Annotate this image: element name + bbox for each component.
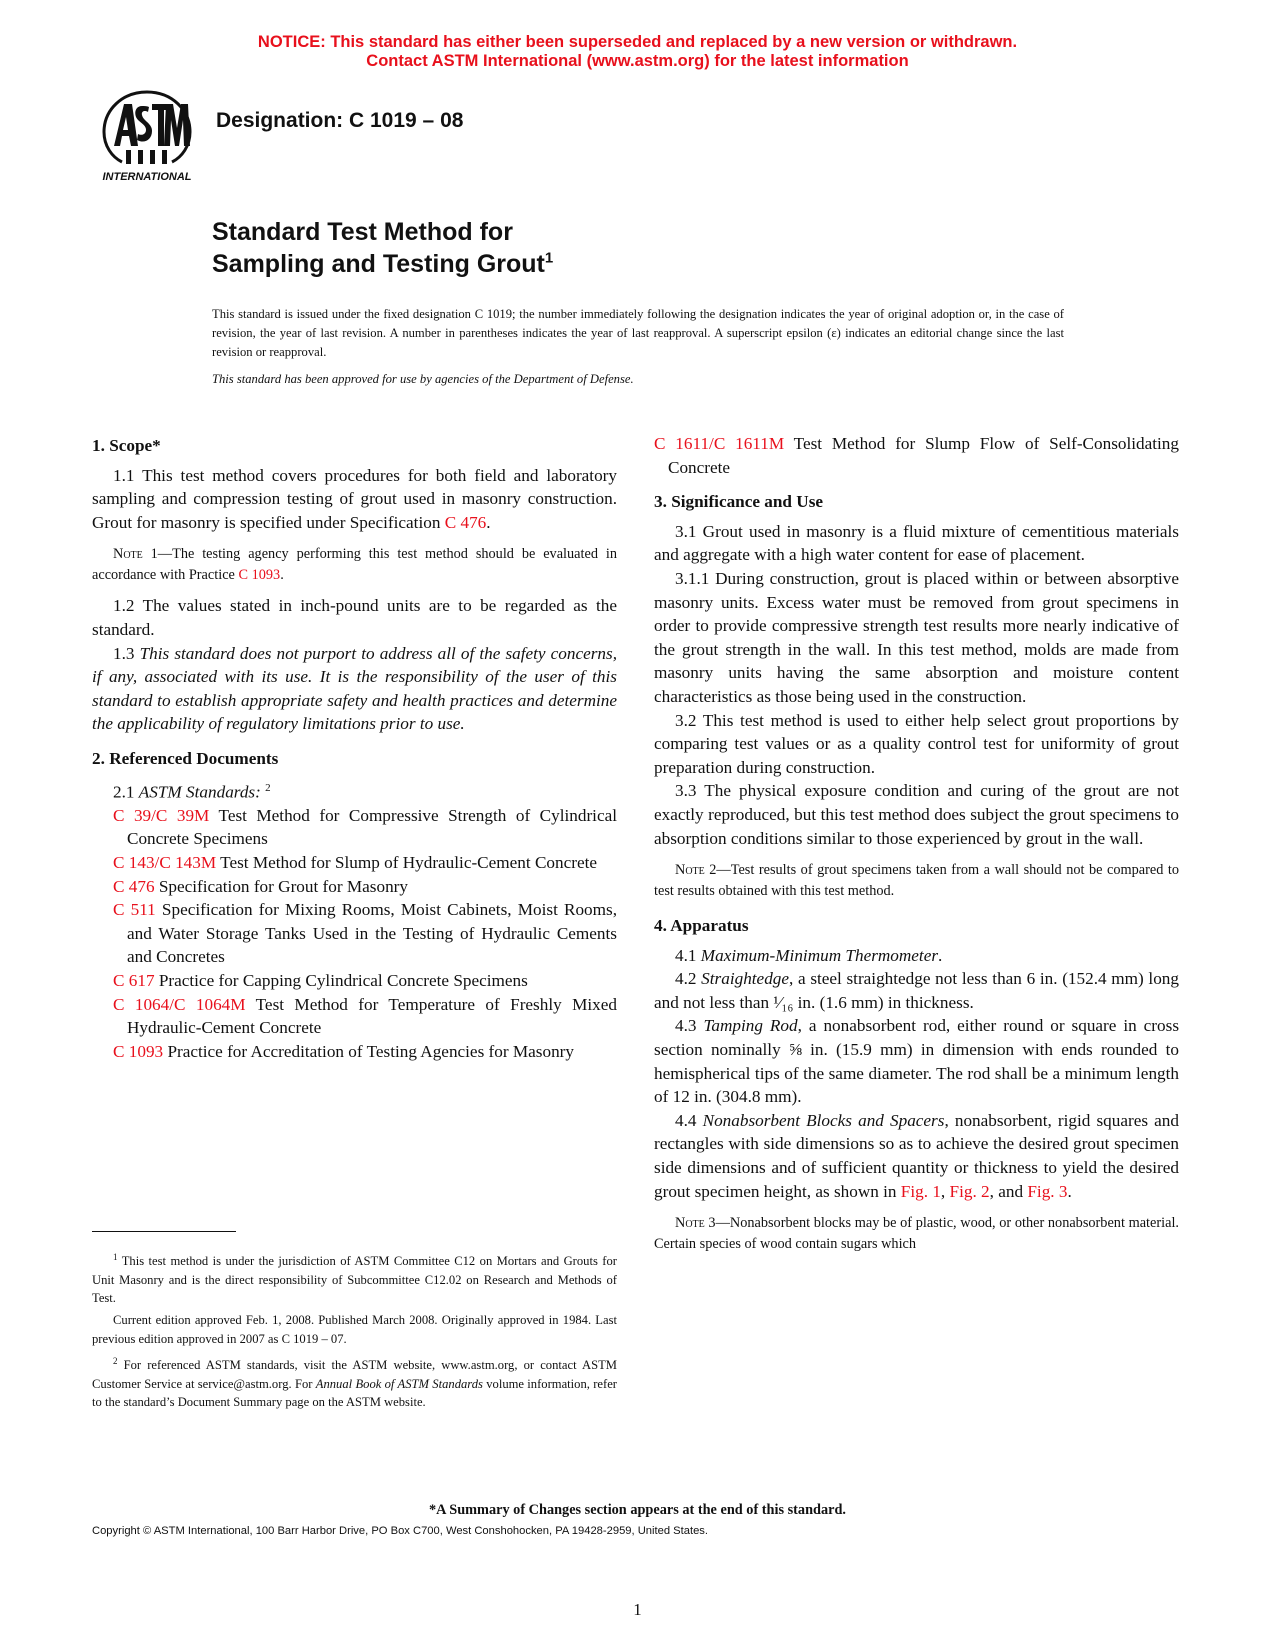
title-line-2-text: Sampling and Testing Grout — [212, 250, 545, 278]
notice-line-2: Contact ASTM International (www.astm.org) for the latest information — [366, 52, 909, 70]
footnote-rule — [92, 1231, 236, 1232]
footnote-2-text-a: For referenced ASTM standards, visit the ASTM website, www.astm.org, or contact ASTM Customer Service at service@astm.org. For — [92, 1358, 617, 1391]
page-number: 1 — [633, 1600, 642, 1619]
title-line-1: Standard Test Method for — [212, 218, 513, 246]
ref-link[interactable]: C 476 — [113, 876, 155, 896]
ref-link[interactable]: C 1611/C 1611M — [654, 434, 785, 453]
ref-link-c1093[interactable]: C 1093 — [238, 567, 281, 584]
section-2-heading: 2. Referenced Documents — [92, 748, 279, 768]
note-1-label: Note — [113, 546, 143, 563]
ref-link[interactable]: C 1064/C 1064M — [113, 994, 246, 1014]
para-4-1-end: . — [938, 945, 943, 965]
para-3-2: 3.2 This test method is used to either help select grout proportions by comparing test values or as a quality control test for uniformity of grout preparation during construction. — [654, 710, 1179, 777]
logo-text: INTERNATIONAL — [102, 171, 192, 183]
section-4-heading: 4. Apparatus — [654, 916, 749, 936]
footnote-1-mark: 1 — [113, 1252, 118, 1262]
issuance-statement: This standard is issued under the fixed designation C 1019; the number immediately following the designation indicates the year of original adoption or, in the case of revision, the year of last revision. A number in parentheses indicates the year of last reapproval. A superscript epsilon (ε) indicates an editorial change since the last revision or reapproval. — [212, 307, 1064, 359]
note-3 — [654, 1213, 1179, 1255]
right-column — [654, 432, 1179, 1263]
ref-item-text: Test Method for Temperature of Freshly Mixed Hydraulic-Cement Concrete — [127, 994, 617, 1038]
para-4-3-num: 4.3 — [675, 1016, 704, 1036]
fig-2-link[interactable]: Fig. 2 — [949, 1181, 990, 1201]
ref-item — [113, 851, 617, 875]
note-2-text: 2—Test results of grout specimens taken from a wall should not be compared to test results obtained with this test method. — [654, 862, 1179, 900]
footnote-1-text: This test method is under the jurisdiction of ASTM Committee C12 on Mortars and Grouts for Unit Masonry and is the direct responsibility of Subcommittee C12.02 on Research and Methods of Test. — [92, 1254, 617, 1305]
note-1-text: 1—The testing agency performing this test method should be evaluated in accordance with Practice — [92, 546, 617, 584]
copyright-line: Copyright © ASTM International, 100 Barr Harbor Drive, PO Box C700, West Conshohocken, PA 19428-2959, United States. — [92, 1525, 708, 1537]
para-4-2-num: 4.2 — [675, 969, 702, 989]
ref-item-text: Practice for Capping Cylindrical Concrete Specimens — [154, 971, 528, 991]
fig-3-link[interactable]: Fig. 3 — [1027, 1181, 1068, 1201]
para-4-3-text: , a nonabsorbent rod, either round or square in cross section nominally ⅝ in. (15.9 mm) in dimension with ends rounded to hemispherical tips of the same diameter. The rod shall be a minimum length of 12 in. (304.8 mm). — [654, 1016, 1180, 1107]
title-line-2 — [212, 248, 553, 280]
para-1-1 — [92, 464, 617, 535]
fig-sep-2: , and — [989, 1181, 1028, 1201]
footnotes — [92, 1248, 617, 1416]
footnote-1 — [92, 1248, 617, 1307]
ref-item — [113, 875, 617, 899]
dod-approval: This standard has been approved for use by agencies of the Department of Defense. — [212, 372, 634, 386]
title-footnote-mark: 1 — [544, 249, 554, 267]
para-3-3: 3.3 The physical exposure condition and curing of the grout are not exactly reproduced, but this test method does subject the grout specimens to absorption conditions similar to those experienced by grout in the wall. — [654, 781, 1179, 848]
para-4-4-num: 4.4 — [675, 1110, 703, 1130]
ref-item — [113, 969, 617, 993]
para-4-1 — [654, 944, 1179, 968]
para-3-1: 3.1 Grout used in masonry is a fluid mixture of cementitious materials and aggregate with a high water content for ease of placement. — [654, 521, 1179, 565]
para-1-2: 1.2 The values stated in inch-pound units are to be regarded as the standard. — [92, 596, 617, 639]
ref-item — [113, 993, 617, 1040]
footnote-2 — [92, 1352, 617, 1411]
footnote-2-italic: Annual Book of ASTM Standards — [315, 1376, 483, 1391]
ref-item-text: Test Method for Slump of Hydraulic-Cement Concrete — [216, 853, 597, 873]
note-1 — [92, 544, 617, 586]
ref-item-text: Specification for Mixing Rooms, Moist Cabinets, Moist Rooms, and Water Storage Tanks Used in the Testing of Hydraulic Cements and Concretes — [127, 900, 617, 967]
para-2-1-num: 2.1 — [113, 782, 139, 802]
para-4-3-term: Tamping Rod — [703, 1016, 798, 1036]
para-2-1-text: ASTM Standards: — [138, 782, 261, 802]
footnote-2-text-b: volume information, refer to the standard’s Document Summary page on the ASTM website. — [92, 1376, 617, 1410]
para-4-4-end: . — [1067, 1181, 1072, 1201]
note-3-text: 3—Nonabsorbent blocks may be of plastic, wood, or other nonabsorbent material. Certain species of wood contain sugars which — [654, 1215, 1179, 1253]
para-4-1-term: Maximum-Minimum Thermometer — [700, 945, 939, 965]
para-4-1-num: 4.1 — [675, 945, 701, 965]
withdrawal-notice — [0, 33, 1275, 71]
ref-link[interactable]: C 617 — [113, 971, 155, 991]
para-4-2-text: , a steel straightedge not less than 6 in. (152.4 mm) long and not less than ¹⁄₁₆ in. (1.6 mm) in thickness. — [654, 969, 1179, 1012]
para-4-4-text: , nonabsorbent, rigid squares and rectangles with side dimensions so as to achieve the desired grout specimen side dimensions and of sufficient quantity or thickness to yield the desired grout specimen height, as shown in — [654, 1110, 1179, 1201]
ref-item — [113, 1040, 617, 1064]
para-4-2-term: Straightedge — [701, 969, 790, 989]
ref-link[interactable]: C 511 — [113, 900, 156, 920]
para-2-1 — [92, 777, 617, 804]
para-3-1-1: 3.1.1 During construction, grout is placed within or between absorptive masonry units. Excess water must be removed from grout specimens in order to provide compressive strength test results more nearly indicative of the grout strength in the wall. In this test method, molds are made from masonry units having the same absorption and moisture content characteristics as those being used in the construction. — [654, 568, 1179, 706]
note-1-end: . — [280, 567, 284, 584]
section-1-heading: 1. Scope* — [92, 436, 161, 455]
para-4-2 — [654, 967, 1179, 1014]
ref-link[interactable]: C 1093 — [113, 1041, 164, 1061]
para-4-3 — [654, 1014, 1179, 1108]
astm-logo — [92, 84, 202, 184]
section-3-heading: 3. Significance and Use — [654, 492, 824, 512]
para-1-3-num: 1.3 — [113, 643, 140, 663]
designation: Designation: C 1019 – 08 — [216, 109, 464, 132]
para-1-3-text: This standard does not purport to address all of the safety concerns, if any, associated with its use. It is the responsibility of the user of this standard to establish appropriate safety and health practices and determine the applicability of regulatory limitations prior to use. — [92, 643, 617, 734]
para-2-1-footnote-mark: 2 — [265, 781, 271, 794]
fig-1-link[interactable]: Fig. 1 — [900, 1181, 941, 1201]
para-4-4 — [654, 1109, 1179, 1203]
para-4-4-term: Nonabsorbent Blocks and Spacers — [702, 1110, 945, 1130]
ref-item-text: Practice for Accreditation of Testing Agencies for Masonry — [163, 1041, 574, 1061]
ref-link[interactable]: C 39/C 39M — [113, 805, 210, 825]
note-3-label: Note — [675, 1215, 705, 1232]
summary-of-changes-notice: *A Summary of Changes section appears at the end of this standard. — [428, 1502, 847, 1518]
para-1-3 — [92, 642, 617, 736]
footnote-2-mark: 2 — [113, 1356, 118, 1367]
note-2-label: Note — [675, 862, 705, 879]
document-title — [212, 216, 553, 280]
notice-line-1: NOTICE: This standard has either been superseded and replaced by a new version or withdrawn. — [257, 33, 1018, 51]
ref-item-text: Test Method for Compressive Strength of Cylindrical Concrete Specimens — [127, 805, 617, 849]
para-1-1-end: . — [486, 512, 491, 532]
ref-item — [654, 432, 1179, 479]
left-column — [92, 434, 617, 1063]
ref-item-text: Specification for Grout for Masonry — [154, 876, 408, 896]
ref-link[interactable]: C 143/C 143M — [113, 853, 217, 873]
ref-item-text: Test Method for Slump Flow of Self-Consolidating Concrete — [668, 434, 1179, 477]
ref-item — [113, 804, 617, 851]
note-2 — [654, 860, 1179, 902]
ref-link-c476[interactable]: C 476 — [444, 512, 487, 532]
footnote-1-edition: Current edition approved Feb. 1, 2008. Published March 2008. Originally approved in 1984. Last previous edition approved in 2007 as C 1019 – 07. — [92, 1313, 617, 1346]
para-1-1-text: 1.1 This test method covers procedures for both field and laboratory sampling and compression testing of grout used in masonry construction. Grout for masonry is specified under Specification — [92, 465, 617, 532]
fig-sep-1: , — [940, 1181, 950, 1201]
ref-item — [113, 898, 617, 969]
